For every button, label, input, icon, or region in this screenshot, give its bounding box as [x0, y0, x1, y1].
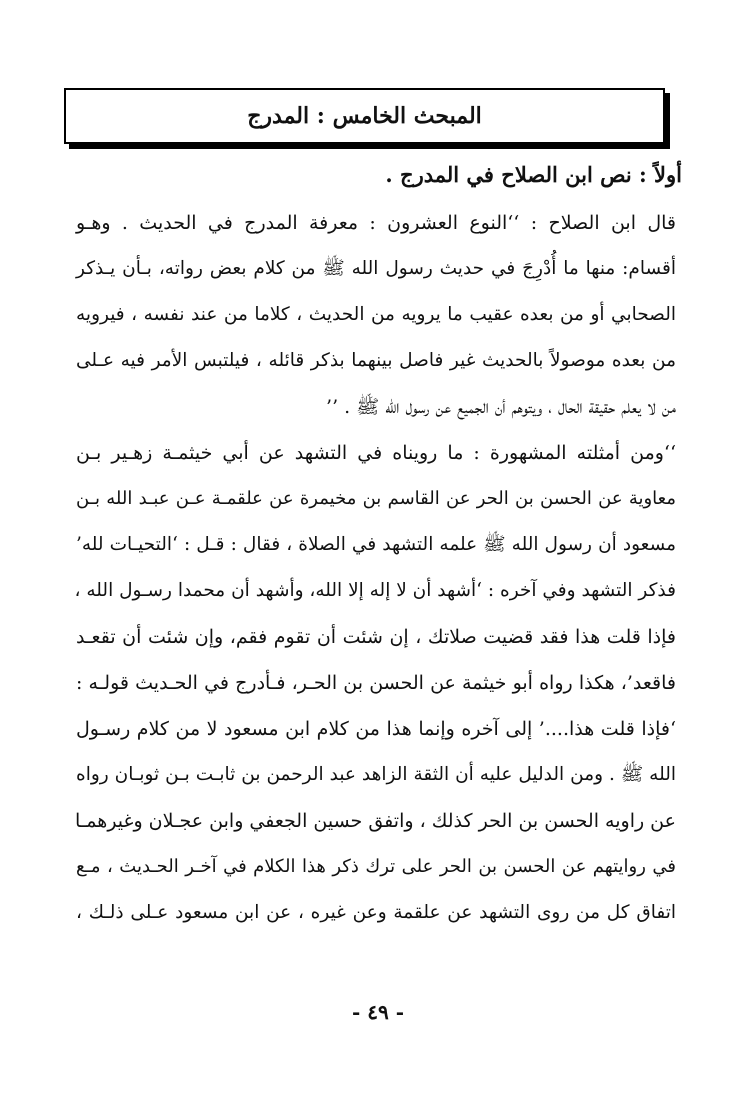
text-line: فإذا قلت هذا فقد قضيت صلاتك ، إن شئت أن تقوم فقم، وإن شئت أن تقعـد: [76, 626, 676, 648]
text-line: ‘‘ومن أمثلته المشهورة : ما رويناه في التشهد عن أبي خيثمـة زهـير بـن: [76, 442, 676, 464]
text-line: الصحابي أو من بعده عقيب ما يرويه من الحديث ، كلاما من عند نفسه ، فيرويه: [76, 304, 676, 325]
section-heading-box: [64, 88, 665, 144]
text-line: فاقعد’، هكذا رواه أبو خيثمة عن الحسن بن الحـر، فـأدرج في الحـديث قولـه :: [76, 672, 676, 694]
text-line: عن راويه الحسن بن الحر كذلك ، واتفق حسين الجعفي وابن عجـلان وغيرهمـا: [74, 810, 676, 832]
text-line: في روايتهم عن الحسن بن الحر على ترك ذكر هذا الكلام في آخـر الحـديث ، مـع: [76, 856, 676, 877]
text-line: فذكر التشهد وفي آخره : ‘أشهد أن لا إله إلا الله، وأشهد أن محمدا رسـول الله ،: [74, 580, 676, 601]
text-line: قال ابن الصلاح : ‘‘النوع العشرون : معرفة المدرج في الحديث . وهـو: [76, 212, 676, 234]
text-line: مسعود أن رسول الله ﷺ علمه التشهد في الصلاة ، فقال : قـل : ‘التحيـات لله’: [76, 534, 676, 555]
text-line: اتفاق كل من روى التشهد عن علقمة وعن غيره ، عن ابن مسعود عـلى ذلـك ،: [76, 902, 676, 923]
subheading: أولاً : نص ابن الصلاح في المدرج .: [385, 162, 682, 187]
text-line: معاوية عن الحسن بن الحر عن القاسم بن مخيمرة عن علقمـة عـن عبـد الله بـن: [76, 488, 676, 509]
text-line: من بعده موصولاً بالحديث غير فاصل بينهما بذكر قائله ، فيلتبس الأمر فيه عـلى: [76, 350, 676, 371]
section-heading: المبحث الخامس : المدرج: [247, 103, 482, 129]
page-number: - ٤٩ -: [351, 1000, 404, 1024]
text-line: أقسام: منها ما أُدْرِجَ في حديث رسول الله ﷺ من كلام بعض رواته، بـأن يـذكر: [76, 258, 676, 279]
text-line: من لا يعلم حقيقة الحال ، ويتوهم أن الجميع عن رسول الله ﷺ . ’’: [326, 396, 676, 418]
body-text: [76, 200, 676, 936]
text-line: ‘فإذا قلت هذا....’ إلى آخره وإنما هذا من كلام ابن مسعود لا من كلام رسـول: [76, 718, 676, 740]
text-line: الله ﷺ . ومن الدليل عليه أن الثقة الزاهد عبد الرحمن بن ثابـت بـن ثوبـان رواه: [76, 764, 676, 785]
